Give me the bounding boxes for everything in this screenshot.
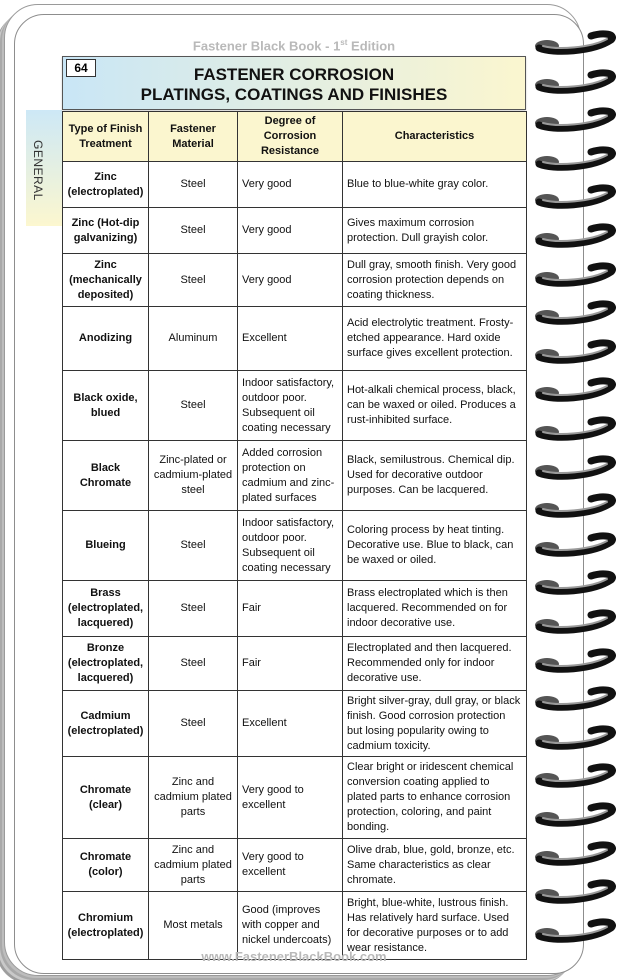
corrosion-resistance: Very good xyxy=(238,162,343,208)
finish-type: Blueing xyxy=(63,511,149,581)
corrosion-resistance: Very good xyxy=(238,208,343,254)
table-row xyxy=(63,162,527,208)
fastener-material: Steel xyxy=(149,371,238,441)
finish-type: Black Chromate xyxy=(63,441,149,511)
spiral-coil-icon xyxy=(533,802,619,830)
fastener-material: Steel xyxy=(149,637,238,691)
spiral-coil-icon xyxy=(533,609,619,637)
finish-type: Zinc (Hot-dip galvanizing) xyxy=(63,208,149,254)
characteristics: Olive drab, blue, gold, bronze, etc. Same characteristics as clear chromate. xyxy=(343,839,527,892)
table-row xyxy=(63,691,527,757)
spiral-coil-icon xyxy=(533,455,619,483)
header-type: Type of Finish Treatment xyxy=(63,112,149,162)
book-header xyxy=(62,38,526,53)
spiral-coil-icon xyxy=(533,648,619,676)
finish-type: Chromate (color) xyxy=(63,839,149,892)
fastener-material: Aluminum xyxy=(149,307,238,371)
table-row xyxy=(63,637,527,691)
title-line-1: FASTENER CORROSION xyxy=(193,65,395,84)
footer-website: www.FastenerBlackBook.com xyxy=(201,949,387,964)
fastener-material: Most metals xyxy=(149,892,238,960)
corrosion-table xyxy=(62,111,527,960)
finish-type: Brass (electroplated, lacquered) xyxy=(63,581,149,637)
fastener-material: Steel xyxy=(149,162,238,208)
header-material: Fastener Material xyxy=(149,112,238,162)
corrosion-resistance: Fair xyxy=(238,637,343,691)
finish-type: Chromium (electroplated) xyxy=(63,892,149,960)
spiral-coil-icon xyxy=(533,879,619,907)
characteristics: Blue to blue-white gray color. xyxy=(343,162,527,208)
section-tab-label: GENERAL xyxy=(31,140,45,201)
characteristics: Coloring process by heat tinting. Decorative use. Blue to black, can be waxed or oiled. xyxy=(343,511,527,581)
characteristics: Dull gray, smooth finish. Very good corrosion protection depends on coating thickness. xyxy=(343,254,527,307)
page-number: 64 xyxy=(66,59,96,77)
finish-type: Zinc (electroplated) xyxy=(63,162,149,208)
corrosion-resistance: Excellent xyxy=(238,691,343,757)
finish-type: Chromate (clear) xyxy=(63,757,149,839)
table-row xyxy=(63,371,527,441)
header-resistance: Degree of Corrosion Resistance xyxy=(238,112,343,162)
edition-superscript: st xyxy=(340,38,348,47)
table-row xyxy=(63,441,527,511)
table-row xyxy=(63,511,527,581)
table-row xyxy=(63,254,527,307)
table-row xyxy=(63,757,527,839)
table-row xyxy=(63,208,527,254)
spiral-coil-icon xyxy=(533,918,619,946)
fastener-material: Steel xyxy=(149,581,238,637)
book-title: Fastener Black Book - 1 xyxy=(192,38,341,54)
characteristics: Acid electrolytic treatment. Frosty-etched appearance. Hard oxide surface gives excellent protection. xyxy=(343,307,527,371)
finish-type: Anodizing xyxy=(63,307,149,371)
fastener-material: Steel xyxy=(149,691,238,757)
characteristics: Brass electroplated which is then lacquered. Recommended on for indoor decorative use. xyxy=(343,581,527,637)
corrosion-resistance: Indoor satisfactory, outdoor poor. Subsequent oil coating necessary xyxy=(238,511,343,581)
table-row xyxy=(63,581,527,637)
finish-type: Black oxide, blued xyxy=(63,371,149,441)
fastener-material: Zinc-plated or cadmium-plated steel xyxy=(149,441,238,511)
corrosion-resistance: Fair xyxy=(238,581,343,637)
spiral-coil-icon xyxy=(533,532,619,560)
spiral-coil-icon xyxy=(533,377,619,405)
characteristics: Gives maximum corrosion protection. Dull grayish color. xyxy=(343,208,527,254)
spiral-binding xyxy=(533,30,619,960)
spiral-coil-icon xyxy=(533,725,619,753)
table-row xyxy=(63,839,527,892)
finish-type: Zinc (mechanically deposited) xyxy=(63,254,149,307)
table-header-row xyxy=(63,112,527,162)
spiral-coil-icon xyxy=(533,223,619,251)
spiral-coil-icon xyxy=(533,184,619,212)
spiral-coil-icon xyxy=(533,841,619,869)
characteristics: Hot-alkali chemical process, black, can be waxed or oiled. Produces a rust-inhibited surface. xyxy=(343,371,527,441)
corrosion-resistance: Indoor satisfactory, outdoor poor. Subsequent oil coating necessary xyxy=(238,371,343,441)
spiral-coil-icon xyxy=(533,107,619,135)
spiral-coil-icon xyxy=(533,146,619,174)
corrosion-resistance: Very good to excellent xyxy=(238,757,343,839)
fastener-material: Zinc and cadmium plated parts xyxy=(149,757,238,839)
spiral-coil-icon xyxy=(533,262,619,290)
corrosion-resistance: Excellent xyxy=(238,307,343,371)
spiral-coil-icon xyxy=(533,763,619,791)
fastener-material: Steel xyxy=(149,511,238,581)
fastener-material: Steel xyxy=(149,254,238,307)
fastener-material: Steel xyxy=(149,208,238,254)
corrosion-resistance: Very good to excellent xyxy=(238,839,343,892)
spiral-coil-icon xyxy=(533,300,619,328)
section-tab[interactable] xyxy=(26,110,62,226)
characteristics: Bright silver-gray, dull gray, or black finish. Good corrosion protection but losing popularity owing to cadmium toxicity. xyxy=(343,691,527,757)
fastener-material: Zinc and cadmium plated parts xyxy=(149,839,238,892)
spiral-coil-icon xyxy=(533,416,619,444)
characteristics: Electroplated and then lacquered. Recommended only for indoor decorative use. xyxy=(343,637,527,691)
title-box xyxy=(62,56,526,110)
spiral-coil-icon xyxy=(533,493,619,521)
corrosion-resistance: Added corrosion protection on cadmium and zinc-plated surfaces xyxy=(238,441,343,511)
header-characteristics: Characteristics xyxy=(343,112,527,162)
characteristics: Clear bright or iridescent chemical conversion coating applied to plated parts to enhance corrosion protection, coloring, and paint bonding. xyxy=(343,757,527,839)
spiral-coil-icon xyxy=(533,30,619,58)
corrosion-resistance: Good (improves with copper and nickel undercoats) xyxy=(238,892,343,960)
table-row xyxy=(63,307,527,371)
spiral-coil-icon xyxy=(533,69,619,97)
spiral-coil-icon xyxy=(533,686,619,714)
spiral-coil-icon xyxy=(533,339,619,367)
characteristics: Black, semilustrous. Chemical dip. Used for decorative outdoor purposes. Can be lacquered. xyxy=(343,441,527,511)
title-line-2: PLATINGS, COATINGS AND FINISHES xyxy=(140,85,448,104)
finish-type: Bronze (electroplated, lacquered) xyxy=(63,637,149,691)
corrosion-resistance: Very good xyxy=(238,254,343,307)
finish-type: Cadmium (electroplated) xyxy=(63,691,149,757)
spiral-coil-icon xyxy=(533,570,619,598)
edition-suffix: Edition xyxy=(347,38,396,54)
characteristics: Bright, blue-white, lustrous finish. Has relatively hard surface. Used for decorative purposes or to add wear resistance. xyxy=(343,892,527,960)
